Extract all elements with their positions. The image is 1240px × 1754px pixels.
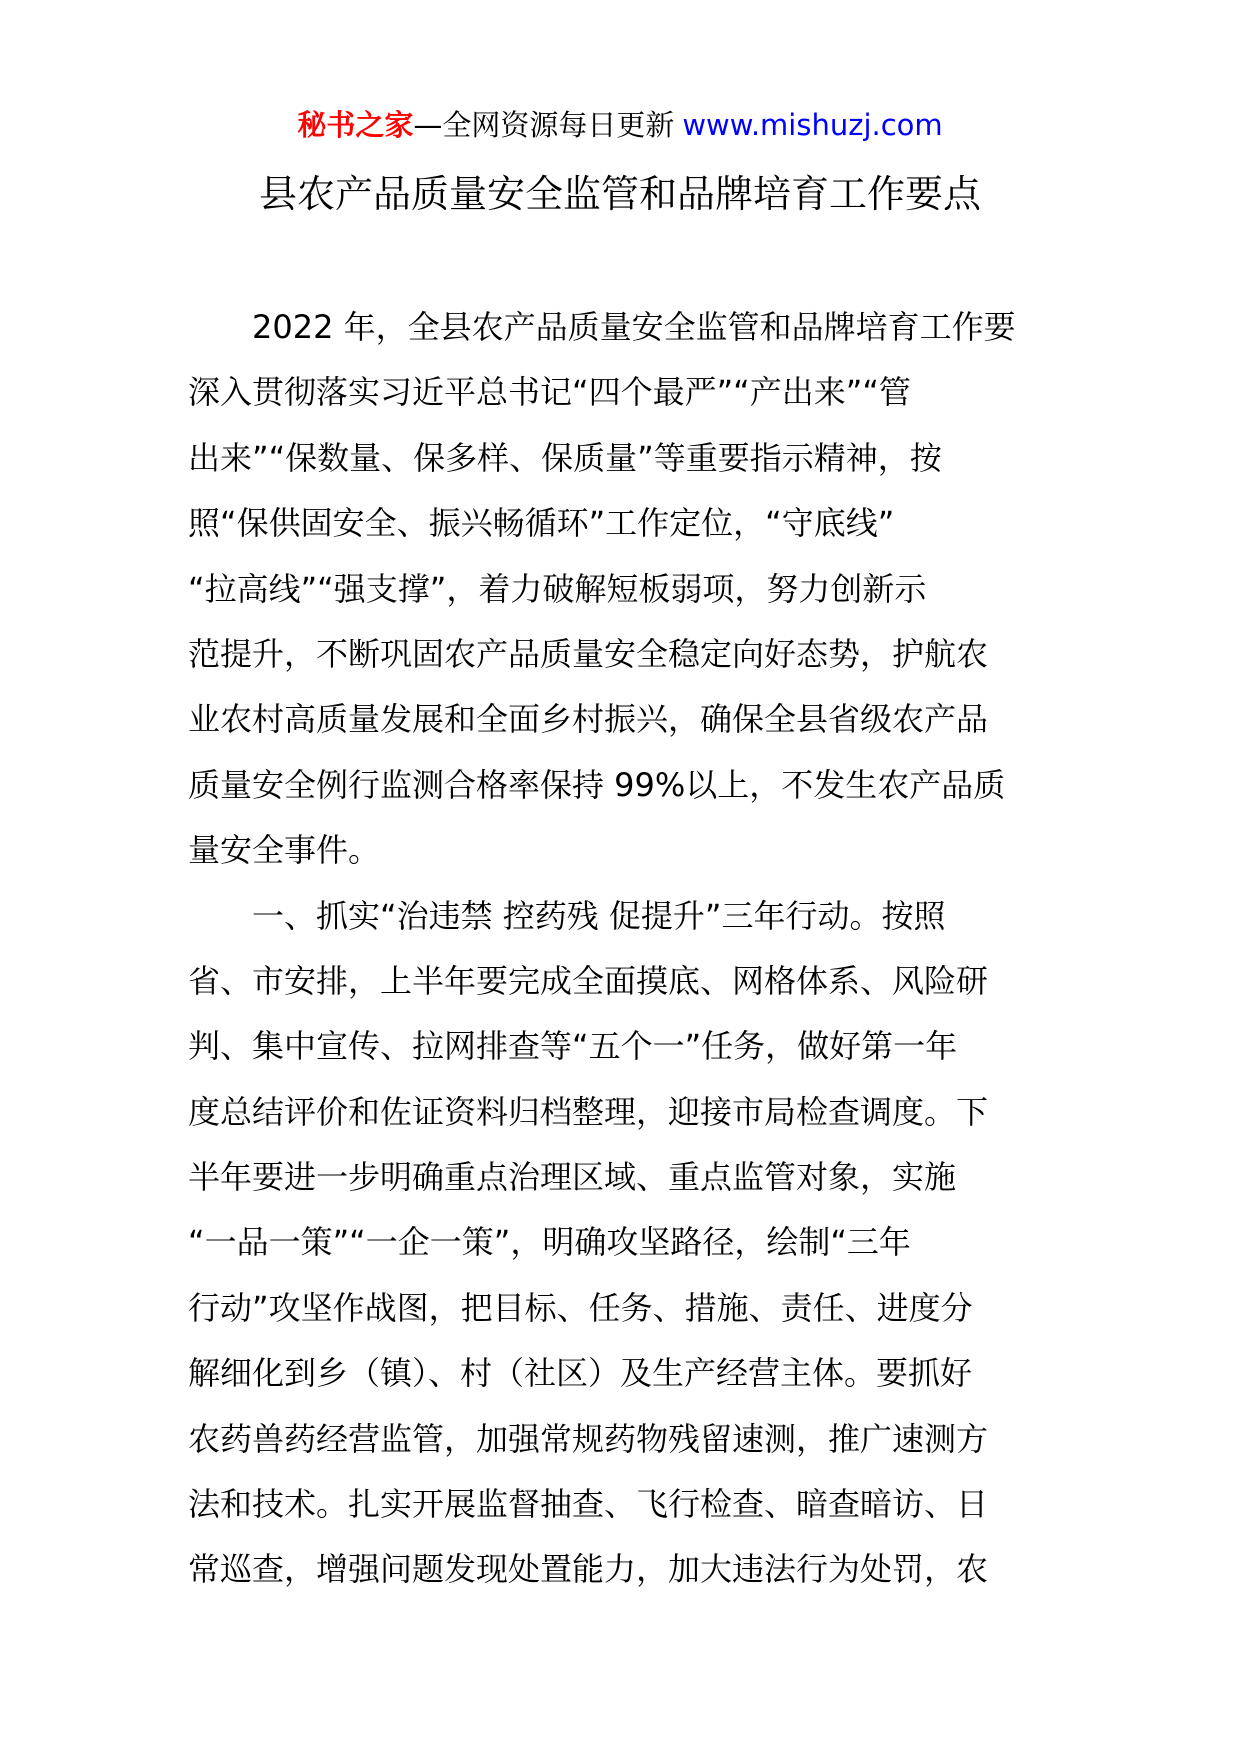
text-line: 常巡查，增强问题发现处置能力，加大违法行为处罚，农 [188, 1550, 989, 1589]
brand-name: 秘书之家 [297, 108, 414, 142]
document-title: 县农产品质量安全监管和品牌培育工作要点 [258, 172, 981, 216]
text-line: 解细化到乡（镇）、村（社区）及生产经营主体。要抓好 [188, 1354, 973, 1393]
text-line: “一品一策”“一企一策”，明确攻坚路径，绘制“三年 [188, 1223, 911, 1262]
document-body [188, 295, 1068, 1603]
text-line: 量安全事件。 [188, 831, 381, 870]
text-line: 范提升，不断巩固农产品质量安全稳定向好态势，护航农 [188, 634, 989, 673]
text-line: 质量安全例行监测合格率保持 99%以上，不发生农产品质 [188, 765, 1006, 804]
website-link[interactable]: www.mishuzj.com [682, 108, 943, 142]
text-line: 出来”“保数量、保多样、保质量”等重要指示精神，按 [188, 438, 942, 477]
text-line: “拉高线”“强支撑”，着力破解短板弱项，努力创新示 [188, 569, 927, 608]
text-line: 半年要进一步明确重点治理区域、重点监管对象，实施 [188, 1158, 957, 1197]
text-line: 农药兽药经营监管，加强常规药物残留速测，推广速测方 [188, 1419, 989, 1458]
slogan: —全网资源每日更新 [413, 108, 675, 142]
text-line: 度总结评价和佐证资料归档整理，迎接市局检查调度。下 [188, 1092, 989, 1131]
text-line: 法和技术。扎实开展监督抽查、飞行检查、暗查暗访、日 [188, 1485, 989, 1524]
text-line: 一、抓实“治违禁 控药残 促提升”三年行动。按照 [188, 896, 946, 935]
text-line: 深入贯彻落实习近平总书记“四个最严”“产出来”“管 [188, 373, 911, 412]
text-line: 照“保供固安全、振兴畅循环”工作定位，“守底线” [188, 504, 895, 543]
text-line: 业农村高质量发展和全面乡村振兴，确保全县省级农产品 [188, 700, 989, 739]
text-line: 判、集中宣传、拉网排查等“五个一”任务，做好第一年 [188, 1027, 958, 1066]
text-line: 省、市安排，上半年要完成全面摸底、网格体系、风险研 [188, 961, 989, 1000]
text-line: 2022 年，全县农产品质量安全监管和品牌培育工作要 [188, 308, 1016, 346]
text-line: 行动”攻坚作战图，把目标、任务、措施、责任、进度分 [188, 1288, 973, 1327]
header-banner [0, 103, 1240, 147]
